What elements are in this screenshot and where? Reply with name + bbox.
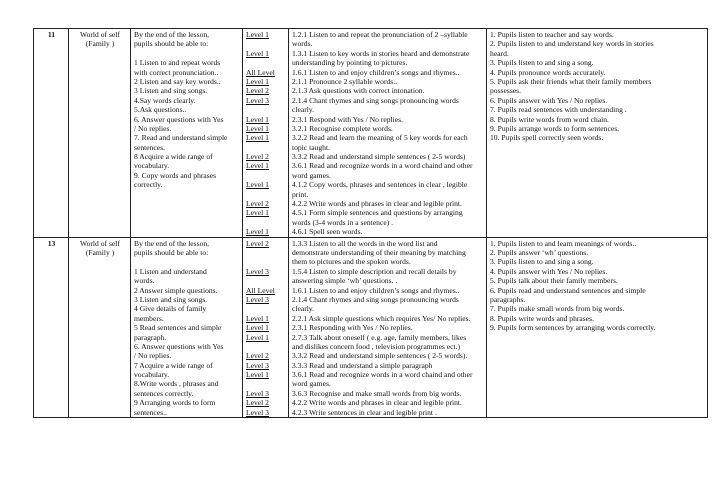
level-label: Level 1 [246,227,269,237]
objective-line: paragraph. [134,332,167,342]
activities-cell [487,237,708,417]
level-label: Level 3 [246,294,269,304]
learning-standard-line: 4.2.2 Write words and phrases in clear and legible print. [292,398,462,408]
activity-line: 4. Pupils answer with Yes / No replies. [490,266,608,276]
objective-line: vocabulary. [134,370,170,380]
level-label: Level 2 [246,199,269,209]
objective-line: sentences correctly. [134,388,194,398]
learning-standard-line: 3.6.3 Recognise and make small words from big words. [292,388,462,398]
level-label: All Level [246,67,275,77]
level-label: Level 1 [246,76,269,86]
topic-cell [69,29,131,238]
objective-line: 6. Answer questions with Yes [134,114,224,124]
learning-standard-line: 1.6.1 Listen to and enjoy children’s songs and rhymes.. [292,285,460,295]
objective-line [134,257,240,266]
learning-standard-line: 4.1.2 Copy words, phrases and sentences in clear , legible [292,180,468,190]
objective-line: sentences.. [134,407,167,417]
objective-line: correctly. [134,180,163,190]
learning-standard-line: 3.6.1 Read and recognize words in a word chaind and other [292,370,473,380]
activity-line: 1. Pupils listen to teacher and say words. [490,30,614,39]
level-label [246,304,286,313]
learning-standard-line: 2.3.1 Respond with Yes / No replies. [292,114,403,124]
level-label: Level 2 [246,86,269,96]
activity-line: possesses. [490,86,522,96]
level-label: Level 3 [246,360,269,370]
learning-standard-line: 3.3.2 Read and understand simple sentences ( 2-5 words). [292,351,468,361]
objective-line: 5 Read sentences and simple [134,323,222,333]
activity-line: 5. Pupils talk about their family members. [490,276,618,286]
activity-line: 8. Pupils write words and phrases. [490,313,594,323]
level-label: Level 1 [246,313,269,323]
objective-line: vocabulary. [134,161,170,171]
learning-standard-line: 2.1.4 Chant rhymes and sing songs pronouncing words [292,95,459,105]
activity-line: 3. Pupils listen to and sing a song. [490,257,594,267]
activity-line: 2. Pupils listen to and understand key words in stories [490,39,654,49]
learning-standard-line: 3.2.2 Read and learn the meaning of 5 key words for each [292,133,468,143]
objectives-cell [131,29,243,238]
level-label: Level 1 [246,180,269,190]
objective-line: 8.Write words , phrases and [134,379,219,389]
table-body [34,29,708,418]
level-label [246,248,286,257]
activity-line: 7. Pupils read sentences with understanding . [490,105,627,115]
objective-line: 3 Listen and sing songs. [134,86,208,96]
objective-line: words. [134,276,155,286]
objective-line: 6. Answer questions with Yes [134,341,224,351]
level-label: All Level [246,285,275,295]
learning-standard-line: understanding by pointing to pictures. [292,58,408,68]
learning-standard-line: 3.3.3 Read and understand a simple paragraph [292,360,433,370]
objective-line: By the end of the lesson, [134,238,210,248]
level-label [246,190,286,199]
topic-subtitle: (Family ) [85,247,115,257]
level-label: Level 1 [246,332,269,342]
level-label: Level 3 [246,266,269,276]
objective-line: sentences. [134,142,165,152]
objective-line: 4.Say words clearly. [134,95,196,105]
learning-standard-line: 2.7.3 Talk about oneself ( e.g. age, family members, likes [292,332,467,342]
topic-title: World of self [80,30,120,39]
objective-line [134,49,240,58]
level-label: Level 1 [246,161,269,171]
activity-line: 4. Pupils pronounce words accurately. [490,67,606,77]
level-label [246,218,286,227]
objectives-cell [131,237,243,417]
objective-line: members. [134,313,164,323]
objective-line: 3 Listen and sing songs. [134,294,208,304]
objective-line: 1 Listen to and repeat words [134,58,221,68]
learning-standard-line: 3.3.2 Read and understand simple sentences ( 2-5 words) [292,152,466,162]
learning-standard-line: word games. [292,379,331,389]
specs-cell [289,237,487,417]
activities-cell [487,29,708,238]
learning-standard-line: demonstrate understanding of their meaning by matching [292,247,466,257]
level-label [246,105,286,114]
levels-cell [243,29,289,238]
activity-line: paragraphs. [490,294,526,304]
learning-standard-line: 2.2.1 Ask simple questions which requires Yes/ No replies. [292,313,471,323]
learning-standard-line: words. [292,39,313,49]
learning-standard-line: 2.1.4 Chant rhymes and sing songs pronouncing words [292,294,459,304]
topic-title: World of self [80,238,120,248]
level-label [246,342,286,351]
table-row [34,29,708,238]
activity-line: 7. Pupils make small words from big words. [490,304,625,314]
scheme-of-work-table [33,28,708,418]
learning-standard-line: 1.5.4 Listen to simple description and recall details by [292,266,457,276]
objective-line: 5.Ask questions.. [134,105,187,115]
level-label: Level 1 [246,370,269,380]
level-label: Level 2 [246,398,269,408]
learning-standard-line: 4.6.1 Spell seen words. [292,227,363,237]
activity-line: heard. [490,48,509,58]
level-label [246,379,286,388]
objective-line: 1 Listen and understand [134,266,207,276]
objective-line: / No replies. [134,123,172,133]
level-label: Level 1 [246,323,269,333]
objective-line: with correct pronunciation.. [134,67,219,77]
learning-standard-line: 1.3.3 Listen to all the words in the word list and [292,238,438,248]
learning-standard-line: 1.6.1 Listen to and enjoy children’s songs and rhymes.. [292,67,460,77]
level-label: Level 1 [246,114,269,124]
activity-line: 3. Pupils listen to and sing a song. [490,58,594,68]
level-label: Level 2 [246,351,269,361]
learning-standard-line: 3.6.1 Read and recognize words in a word chaind and other [292,161,473,171]
activity-line: 10. Pupils spell correctly seen words. [490,133,604,143]
learning-standard-line: clearly. [292,304,315,314]
objective-line: / No replies. [134,351,172,361]
activity-line: 8. Pupils write words from word chain. [490,114,609,124]
learning-standard-line: topic taught. [292,142,330,152]
week-number-cell: 13 [34,237,69,417]
level-label [246,58,286,67]
learning-standard-line: 3.2.1 Recognise complete words. [292,123,393,133]
learning-standard-line: words (3-4 words in a sentence) . [292,217,394,227]
objective-line: 7 Acquire a wide range of [134,360,213,370]
learning-standard-line: 4.2.3 Write sentences in clear and legible print . [292,407,437,417]
week-number-cell: 11 [34,29,69,238]
table-row [34,237,708,417]
level-label [246,39,286,48]
objective-line: 2 Listen and say key words.. [134,76,221,86]
level-label: Level 3 [246,95,269,105]
learning-standard-line: 1.2.1 Listen to and repeat the pronunciation of 2 –syllable [292,30,468,39]
learning-standard-line: 4.5.1 Form simple sentences and questions by arranging [292,208,463,218]
learning-standard-line: them to pictures and the spoken words. [292,257,411,267]
level-label: Level 3 [246,407,269,417]
objective-line: 7. Read and understand simple [134,133,228,143]
objective-line: 9 Arranging words to form [134,398,216,408]
objective-line: 8 Acquire a wide range of [134,152,213,162]
level-label: Level 1 [246,208,269,218]
learning-standard-line: word games. [292,170,331,180]
levels-cell [243,237,289,417]
level-label: Level 1 [246,48,269,58]
level-label [246,276,286,285]
objective-line: By the end of the lesson, [134,30,210,39]
level-label: Level 1 [246,123,269,133]
objective-line: 9. Copy words and phrases [134,170,217,180]
learning-standard-line: 1.3.1 Listen to key words in stories heard and demonstrate [292,48,470,58]
activity-line: 9. Pupils form sentences by arranging words correctly. [490,323,656,333]
level-label: Level 1 [246,30,269,39]
learning-standard-line: 2.1.3 Ask questions with correct intonation. [292,86,425,96]
lesson-plan-page [33,28,707,418]
level-label [246,143,286,152]
topic-subtitle: (Family ) [85,39,115,49]
objective-line: pupils should be able to: [134,39,209,49]
activity-line: 9. Pupils arrange words to form sentences. [490,123,620,133]
learning-standard-line: 4.2.2 Write words and phrases in clear and legible print. [292,199,462,209]
activity-line: 1. Pupils listen to and learn meanings of words.. [490,238,637,248]
objective-line: 4 Give details of family [134,304,207,314]
activity-line: 6. Pupils answer with Yes / No replies. [490,95,608,105]
objective-line: 2 Answer simple questions. [134,285,218,295]
learning-standard-line: and dislikes concern food , television programmes ect.) [292,341,461,351]
activity-line: 2. Pupils answer ‘wh’ questions. [490,247,589,257]
learning-standard-line: clearly. [292,105,315,115]
activity-line: 5. Pupils ask their friends what their family members [490,76,652,86]
specs-cell [289,29,487,238]
level-label: Level 1 [246,133,269,143]
topic-cell [69,237,131,417]
activity-line: 6. Pupils read and understand sentences and simple [490,285,646,295]
learning-standard-line: answering simple ‘wh’ questions. . [292,276,398,286]
learning-standard-line: 2.3.1 Responding with Yes / No replies. [292,323,413,333]
level-label: Level 2 [246,238,269,248]
level-label: Level 3 [246,388,269,398]
level-label [246,257,286,266]
level-label: Level 2 [246,152,269,162]
level-label [246,171,286,180]
objective-line: pupils should be able to: [134,247,209,257]
learning-standard-line: 2.1.1 Pronounce 2 syllable words.. [292,76,398,86]
learning-standard-line: print. [292,189,309,199]
